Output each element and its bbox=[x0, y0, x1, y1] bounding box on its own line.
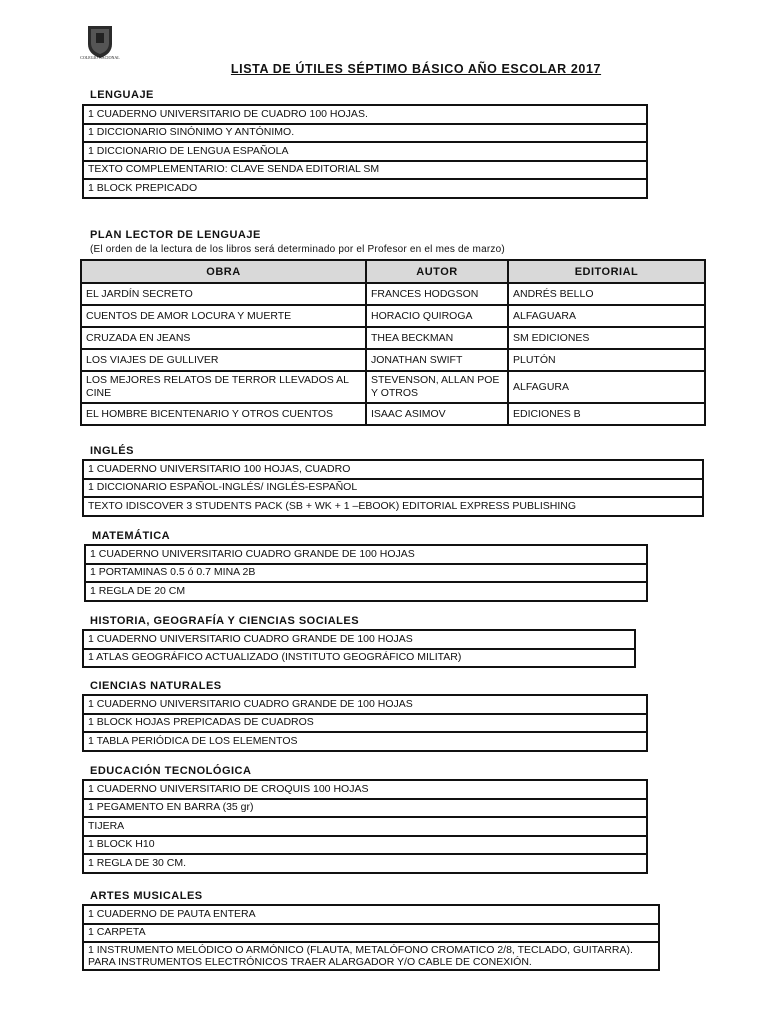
list-item-text: TEXTO IDISCOVER 3 STUDENTS PACK (SB + WK + 1 –EBOOK) EDITORIAL EXPRESS PUBLISHING bbox=[83, 497, 703, 516]
section-heading-musica: ARTES MUSICALES bbox=[90, 890, 203, 902]
cell-autor: STEVENSON, ALLAN POE Y OTROS bbox=[366, 371, 508, 403]
cell-editorial: ALFAGUARA bbox=[508, 305, 705, 327]
list-item bbox=[83, 714, 647, 733]
tecnologia-list bbox=[82, 779, 648, 874]
section-heading-ingles: INGLÉS bbox=[90, 445, 134, 457]
lenguaje-list bbox=[82, 104, 648, 199]
cell-obra: LOS MEJORES RELATOS DE TERROR LLEVADOS AL CINE bbox=[81, 371, 366, 403]
list-item bbox=[83, 105, 647, 124]
list-item-text: 1 ATLAS GEOGRÁFICO ACTUALIZADO (INSTITUTO GEOGRÁFICO MILITAR) bbox=[83, 649, 635, 668]
list-item bbox=[83, 142, 647, 161]
list-item bbox=[83, 905, 659, 924]
section-heading-tecnologia: EDUCACIÓN TECNOLÓGICA bbox=[90, 765, 252, 777]
list-item bbox=[83, 732, 647, 751]
list-item bbox=[83, 124, 647, 143]
list-item bbox=[83, 460, 703, 479]
historia-list bbox=[82, 629, 636, 668]
ingles-list bbox=[82, 459, 704, 517]
list-item bbox=[83, 695, 647, 714]
cell-obra: EL JARDÍN SECRETO bbox=[81, 283, 366, 305]
section-heading-ciencias: CIENCIAS NATURALES bbox=[90, 680, 222, 692]
list-item-text: 1 BLOCK PREPICADO bbox=[83, 179, 647, 198]
section-heading-plan-lector: PLAN LECTOR DE LENGUAJE bbox=[90, 229, 261, 241]
list-item bbox=[83, 817, 647, 836]
list-item-text: 1 CUADERNO UNIVERSITARIO CUADRO GRANDE DE 100 HOJAS bbox=[83, 630, 635, 649]
list-item-text: TEXTO COMPLEMENTARIO: CLAVE SENDA EDITORIAL SM bbox=[83, 161, 647, 180]
list-item-text: 1 CARPETA bbox=[83, 924, 659, 943]
list-item bbox=[83, 497, 703, 516]
list-item-text: 1 BLOCK H10 bbox=[83, 836, 647, 855]
list-item-text: 1 BLOCK HOJAS PREPICADAS DE CUADROS bbox=[83, 714, 647, 733]
table-row bbox=[81, 305, 705, 327]
cell-obra: LOS VIAJES DE GULLIVER bbox=[81, 349, 366, 371]
table-header-row bbox=[81, 260, 705, 283]
list-item-text: 1 CUADERNO UNIVERSITARIO 100 HOJAS, CUADRO bbox=[83, 460, 703, 479]
list-item bbox=[83, 161, 647, 180]
list-item bbox=[83, 780, 647, 799]
matematica-list bbox=[84, 544, 648, 602]
cell-autor: HORACIO QUIROGA bbox=[366, 305, 508, 327]
list-item-text: 1 INSTRUMENTO MELÓDICO O ARMÓNICO (FLAUTA, METALÓFONO CROMATICO 2/8, TECLADO, GUITARRA). PARA INSTRUMENTOS ELECTRÓNICOS TRAER ALARGADOR Y/O CABLE DE CONEXIÓN. bbox=[83, 942, 659, 970]
section-heading-matematica: MATEMÁTICA bbox=[92, 530, 171, 542]
table-row bbox=[81, 371, 705, 403]
list-item-text: 1 DICCIONARIO ESPAÑOL-INGLÉS/ INGLÉS-ESPAÑOL bbox=[83, 479, 703, 498]
list-item-text: 1 PORTAMINAS 0.5 ó 0.7 MINA 2B bbox=[85, 564, 647, 583]
plan-lector-note: (El orden de la lectura de los libros será determinado por el Profesor en el mes de marzo) bbox=[90, 244, 505, 255]
table-row bbox=[81, 349, 705, 371]
list-item-text: 1 TABLA PERIÓDICA DE LOS ELEMENTOS bbox=[83, 732, 647, 751]
list-item bbox=[83, 479, 703, 498]
cell-editorial: ALFAGURA bbox=[508, 371, 705, 403]
list-item bbox=[85, 582, 647, 601]
list-item-text: TIJERA bbox=[83, 817, 647, 836]
cell-obra: CRUZADA EN JEANS bbox=[81, 327, 366, 349]
plan-lector-table bbox=[80, 259, 706, 426]
page-title: LISTA DE ÚTILES SÉPTIMO BÁSICO AÑO ESCOLAR 2017 bbox=[230, 62, 602, 76]
list-item-text: 1 CUADERNO UNIVERSITARIO CUADRO GRANDE DE 100 HOJAS bbox=[85, 545, 647, 564]
list-item-text: 1 CUADERNO DE PAUTA ENTERA bbox=[83, 905, 659, 924]
list-item-text: 1 DICCIONARIO SINÓNIMO Y ANTÓNIMO. bbox=[83, 124, 647, 143]
cell-editorial: SM EDICIONES bbox=[508, 327, 705, 349]
cell-autor: ISAAC ASIMOV bbox=[366, 403, 508, 425]
list-item bbox=[83, 942, 659, 970]
list-item bbox=[83, 854, 647, 873]
list-item bbox=[85, 564, 647, 583]
list-item bbox=[83, 799, 647, 818]
cell-autor: THEA BECKMAN bbox=[366, 327, 508, 349]
list-item bbox=[85, 545, 647, 564]
column-header-obra: OBRA bbox=[81, 260, 366, 283]
table-row bbox=[81, 327, 705, 349]
section-heading-lenguaje: LENGUAJE bbox=[90, 89, 154, 101]
cell-autor: FRANCES HODGSON bbox=[366, 283, 508, 305]
list-item bbox=[83, 179, 647, 198]
cell-editorial: PLUTÓN bbox=[508, 349, 705, 371]
list-item-text: 1 CUADERNO UNIVERSITARIO CUADRO GRANDE DE 100 HOJAS bbox=[83, 695, 647, 714]
list-item-text: 1 CUADERNO UNIVERSITARIO DE CROQUIS 100 HOJAS bbox=[83, 780, 647, 799]
musica-list bbox=[82, 904, 660, 971]
list-item-text: 1 CUADERNO UNIVERSITARIO DE CUADRO 100 HOJAS. bbox=[83, 105, 647, 124]
cell-autor: JONATHAN SWIFT bbox=[366, 349, 508, 371]
logo-text: COLEGIO NACIONAL bbox=[80, 55, 120, 60]
column-header-editorial: EDITORIAL bbox=[508, 260, 705, 283]
cell-obra: EL HOMBRE BICENTENARIO Y OTROS CUENTOS bbox=[81, 403, 366, 425]
ciencias-list bbox=[82, 694, 648, 752]
table-row bbox=[81, 283, 705, 305]
list-item bbox=[83, 924, 659, 943]
cell-editorial: ANDRÉS BELLO bbox=[508, 283, 705, 305]
table-row bbox=[81, 403, 705, 425]
list-item bbox=[83, 649, 635, 668]
cell-editorial: EDICIONES B bbox=[508, 403, 705, 425]
cell-obra: CUENTOS DE AMOR LOCURA Y MUERTE bbox=[81, 305, 366, 327]
list-item bbox=[83, 836, 647, 855]
list-item bbox=[83, 630, 635, 649]
section-heading-historia: HISTORIA, GEOGRAFÍA Y CIENCIAS SOCIALES bbox=[90, 615, 360, 627]
list-item-text: 1 REGLA DE 20 CM bbox=[85, 582, 647, 601]
school-logo bbox=[78, 24, 122, 64]
list-item-text: 1 DICCIONARIO DE LENGUA ESPAÑOLA bbox=[83, 142, 647, 161]
list-item-text: 1 REGLA DE 30 CM. bbox=[83, 854, 647, 873]
list-item-text: 1 PEGAMENTO EN BARRA (35 gr) bbox=[83, 799, 647, 818]
column-header-autor: AUTOR bbox=[366, 260, 508, 283]
